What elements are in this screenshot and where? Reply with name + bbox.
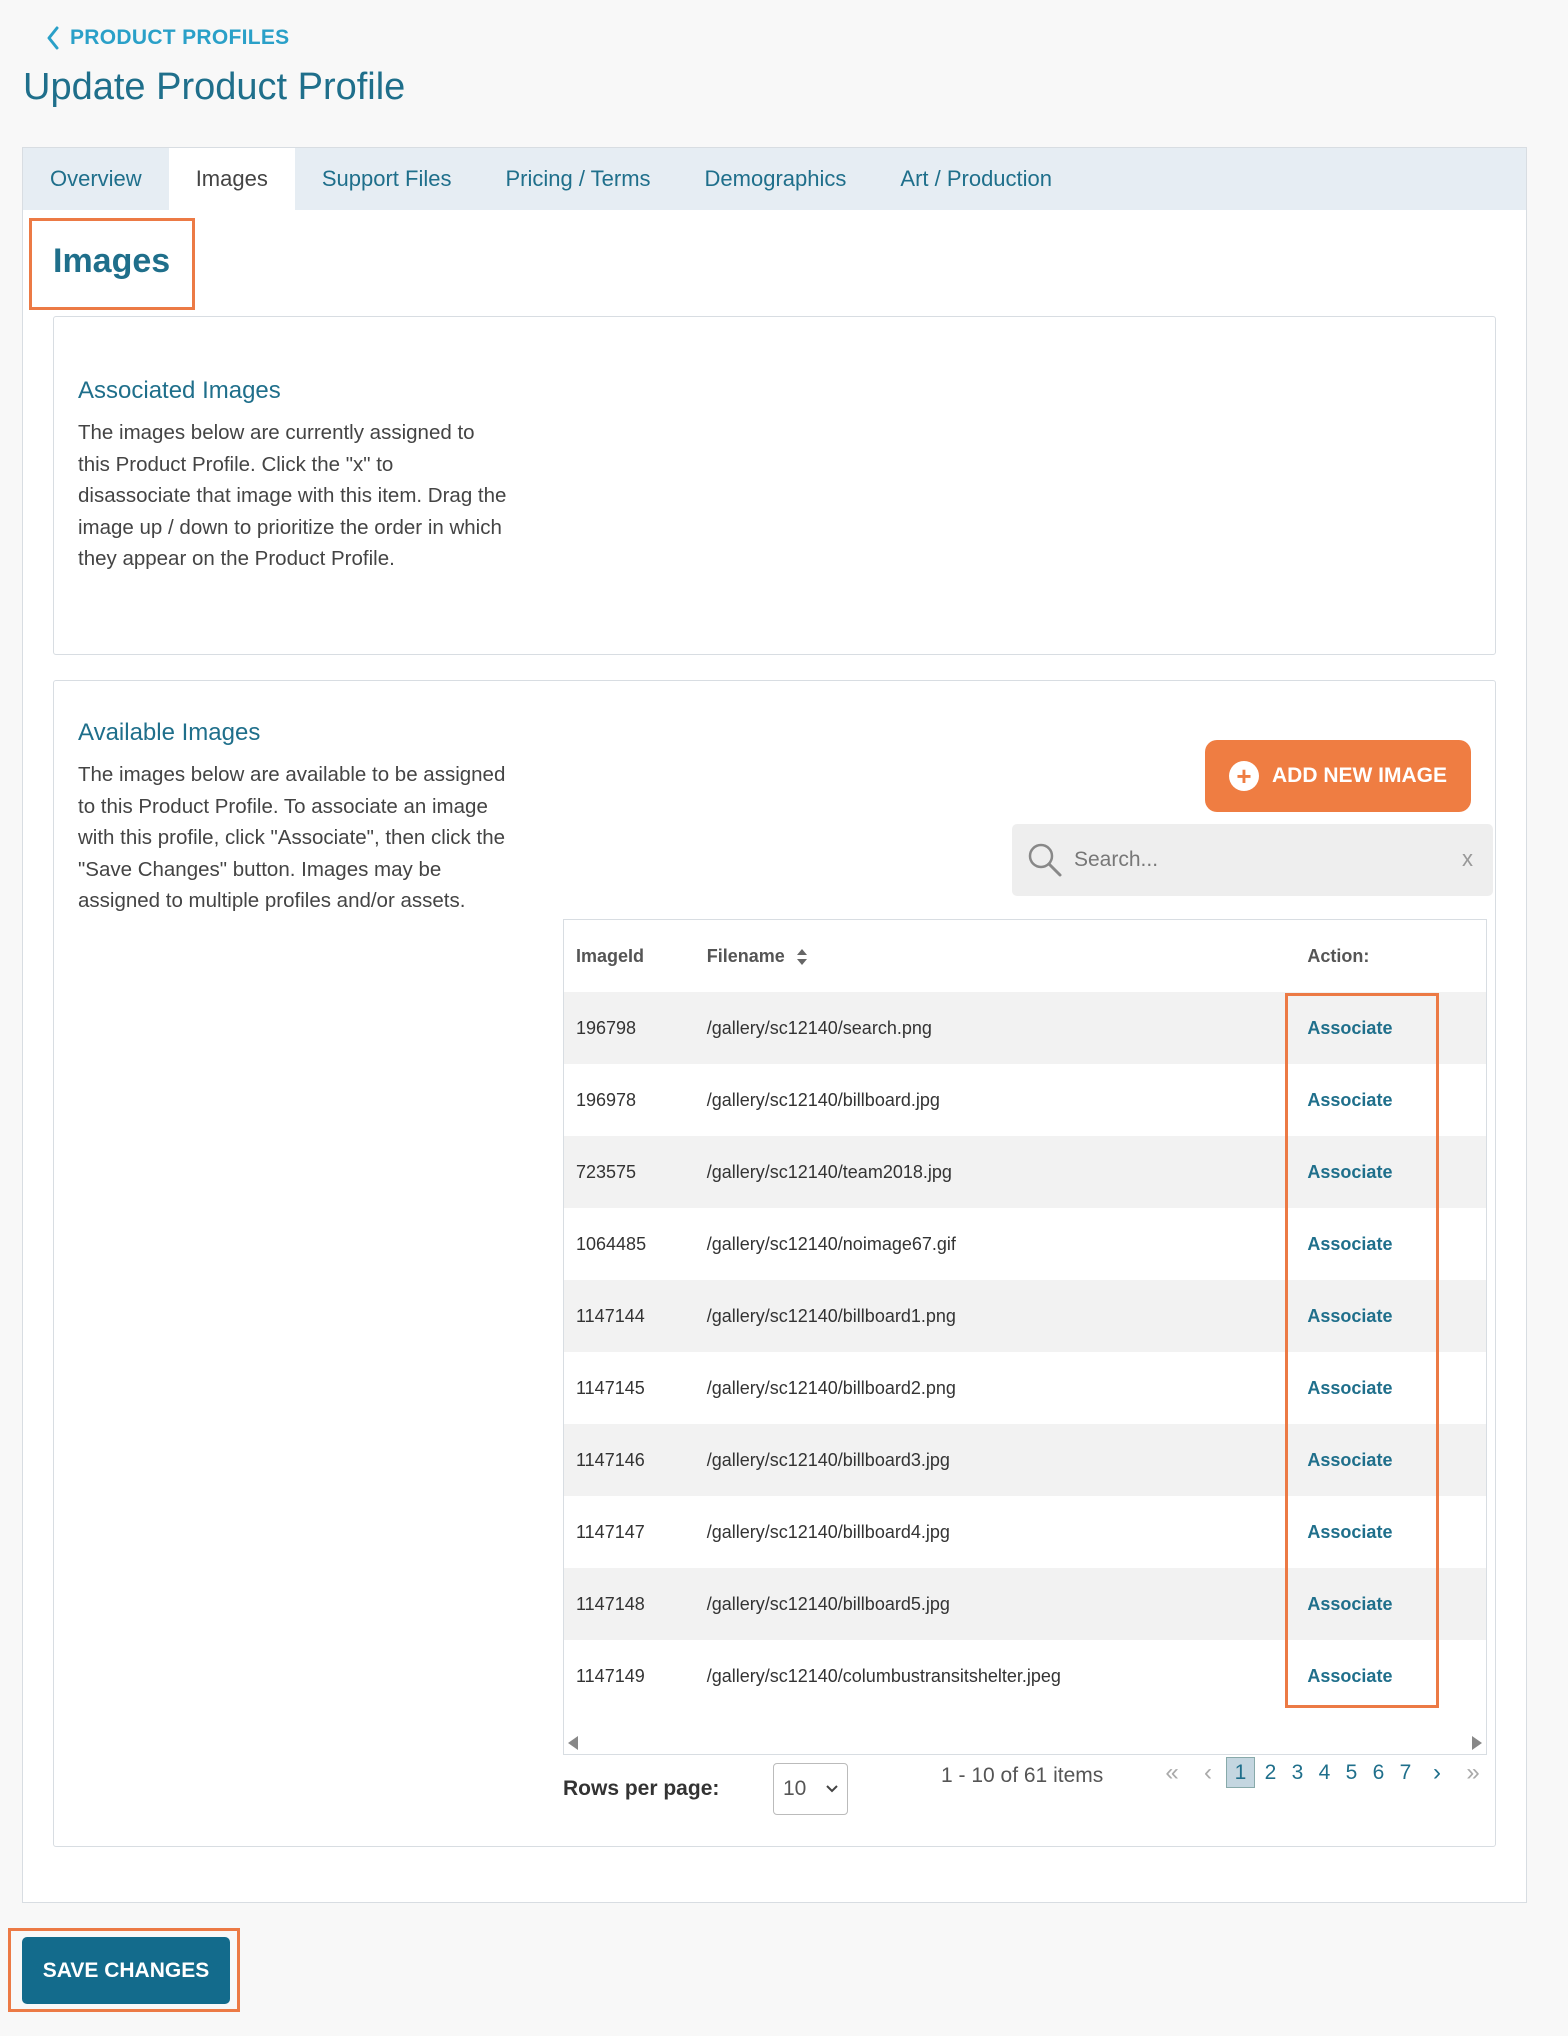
image-id-cell: 1147144 — [576, 1305, 645, 1326]
tab-art-production[interactable]: Art / Production — [900, 166, 1053, 191]
page-5[interactable]: 5 — [1345, 1760, 1358, 1784]
available-images-heading: Available Images — [78, 719, 261, 746]
save-changes-button[interactable]: SAVE CHANGES — [22, 1937, 230, 2004]
associate-link[interactable]: Associate — [1307, 1089, 1393, 1110]
page-2[interactable]: 2 — [1264, 1760, 1277, 1784]
page-title: Update Product Profile — [23, 66, 406, 108]
section-title: Images — [53, 242, 171, 280]
tab-pricing-terms[interactable]: Pricing / Terms — [505, 166, 651, 191]
image-id-cell: 1064485 — [576, 1233, 647, 1254]
filename-cell: /gallery/sc12140/billboard1.png — [706, 1305, 956, 1326]
associate-link[interactable]: Associate — [1307, 1377, 1393, 1398]
highlight-box — [8, 1928, 240, 2012]
table-header — [564, 920, 1486, 992]
page-3[interactable]: 3 — [1291, 1760, 1304, 1784]
associated-images-description: The images below are currently assigned to this Product Profile. Click the "x" to disassociate that image with this item. Drag the image up / down to prioritize the order in which they appear on the Product Profile. — [78, 421, 507, 570]
rows-per-page-select[interactable] — [773, 1763, 848, 1815]
associate-link[interactable]: Associate — [1307, 1521, 1393, 1542]
associated-images-panel — [53, 316, 1496, 655]
add-new-image-label: ADD NEW IMAGE — [1272, 764, 1447, 787]
filename-cell: /gallery/sc12140/search.png — [706, 1017, 932, 1038]
chevron-left-icon — [46, 26, 60, 50]
col-filename[interactable] — [707, 946, 1308, 967]
associate-link[interactable]: Associate — [1307, 1233, 1393, 1254]
rows-per-page-label: Rows per page: — [563, 1777, 720, 1800]
filename-cell: /gallery/sc12140/billboard5.jpg — [706, 1593, 950, 1614]
prev-page-icon[interactable]: ‹ — [1204, 1758, 1212, 1786]
plus-circle-icon: + — [1229, 761, 1259, 791]
search-box — [1012, 824, 1493, 896]
filename-cell: /gallery/sc12140/billboard.jpg — [706, 1089, 940, 1110]
chevron-down-icon — [825, 1778, 839, 1800]
tab-bar — [23, 148, 1526, 210]
image-id-cell: 196978 — [576, 1089, 637, 1110]
tab-overview[interactable]: Overview — [50, 166, 142, 191]
filename-cell: /gallery/sc12140/billboard4.jpg — [706, 1521, 950, 1542]
image-id-cell: 1147148 — [576, 1593, 645, 1614]
filename-cell: /gallery/sc12140/billboard3.jpg — [706, 1449, 950, 1470]
page-4[interactable]: 4 — [1318, 1760, 1331, 1784]
add-new-image-button[interactable] — [1205, 740, 1471, 812]
image-id-cell: 723575 — [576, 1161, 637, 1182]
page-6[interactable]: 6 — [1372, 1760, 1385, 1784]
filename-cell: /gallery/sc12140/noimage67.gif — [706, 1233, 956, 1254]
rows-per-page-value: 10 — [783, 1777, 807, 1800]
pager — [1154, 1757, 1491, 1788]
search-input[interactable] — [1074, 848, 1434, 872]
last-page-icon[interactable]: » — [1466, 1758, 1480, 1786]
tab-demographics[interactable]: Demographics — [704, 166, 847, 191]
scroll-left-icon[interactable] — [568, 1736, 578, 1750]
associate-link[interactable]: Associate — [1307, 1161, 1393, 1182]
filename-cell: /gallery/sc12140/columbustransitshelter.jpeg — [706, 1665, 1061, 1686]
associate-link[interactable]: Associate — [1307, 1593, 1393, 1614]
filename-cell: /gallery/sc12140/billboard2.png — [706, 1377, 956, 1398]
available-images-description: The images below are available to be assigned to this Product Profile. To associate an image with this profile, click "Associate", then click the "Save Changes" button. Images may be assigned to multiple profiles and/or assets. — [78, 763, 506, 912]
associate-link[interactable]: Associate — [1307, 1017, 1393, 1038]
sort-icon[interactable] — [796, 948, 808, 966]
page-1[interactable]: 1 — [1226, 1757, 1255, 1788]
next-page-icon[interactable]: › — [1433, 1758, 1441, 1786]
associate-link[interactable]: Associate — [1307, 1305, 1393, 1326]
col-filename-label: Filename — [706, 945, 785, 966]
col-action: Action: — [1307, 945, 1370, 966]
associate-link[interactable]: Associate — [1307, 1665, 1393, 1686]
tab-support-files[interactable]: Support Files — [321, 166, 452, 191]
image-id-cell: 1147146 — [576, 1449, 645, 1470]
image-id-cell: 1147149 — [576, 1665, 645, 1686]
scroll-right-icon[interactable] — [1472, 1736, 1482, 1750]
highlight-box — [29, 218, 195, 310]
page-7[interactable]: 7 — [1399, 1760, 1412, 1784]
image-id-cell: 1147147 — [576, 1521, 645, 1542]
filename-cell: /gallery/sc12140/team2018.jpg — [706, 1161, 952, 1182]
highlight-box — [1285, 993, 1439, 1708]
associate-link[interactable]: Associate — [1307, 1449, 1393, 1470]
col-image-id: ImageId — [576, 945, 645, 966]
image-id-cell: 196798 — [576, 1017, 637, 1038]
search-icon — [1026, 841, 1064, 879]
breadcrumb-link[interactable]: PRODUCT PROFILES — [70, 26, 290, 49]
available-images-panel — [53, 680, 1496, 1847]
tab-images[interactable]: Images — [169, 148, 295, 210]
associated-images-heading: Associated Images — [78, 377, 281, 404]
first-page-icon[interactable]: « — [1165, 1758, 1179, 1786]
image-id-cell: 1147145 — [576, 1377, 645, 1398]
pagination-info: 1 - 10 of 61 items — [941, 1764, 1104, 1787]
breadcrumb[interactable] — [46, 26, 289, 50]
clear-search-icon[interactable]: x — [1462, 846, 1473, 871]
